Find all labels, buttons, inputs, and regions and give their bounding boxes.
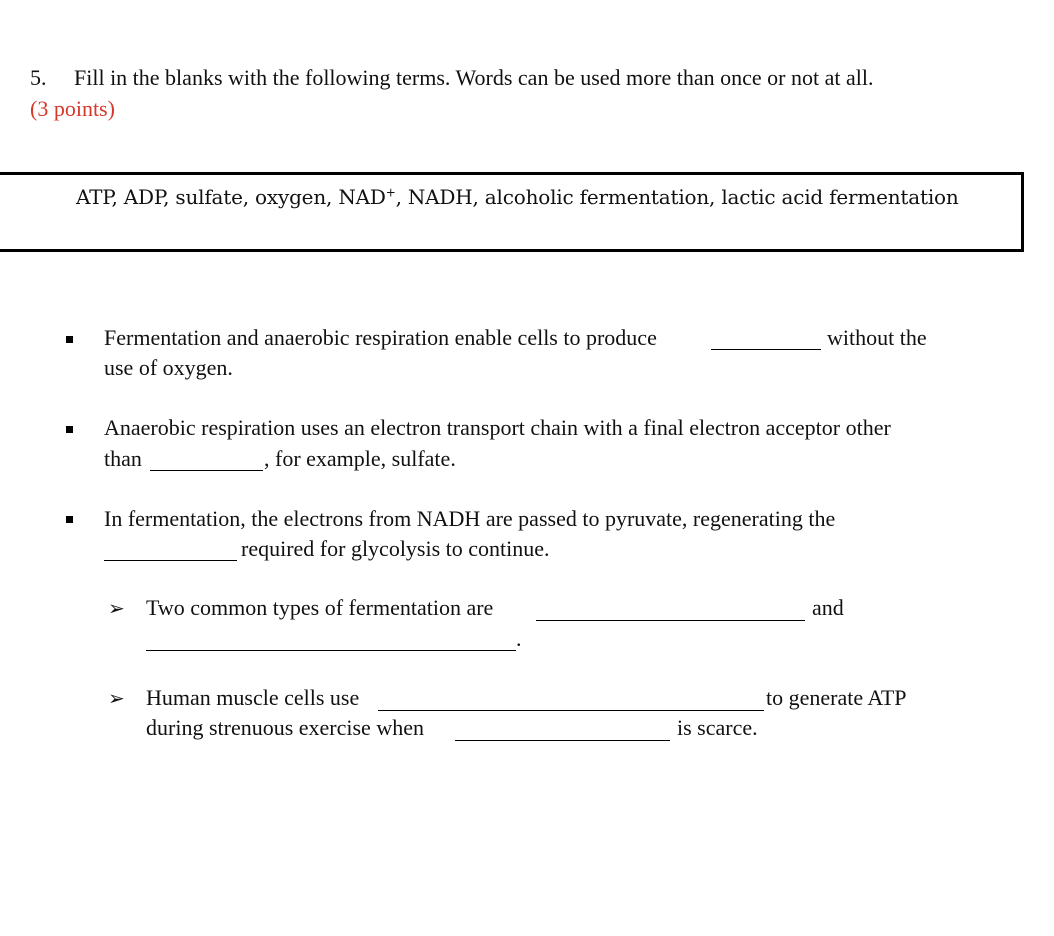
bullet-icon — [66, 516, 73, 523]
arrow-bullet-icon: ➢ — [108, 596, 125, 620]
subitem-2-text-c: during strenuous exercise when — [146, 715, 424, 740]
subitem-1-blank-1[interactable] — [536, 620, 805, 621]
item-1-text-b: without the — [827, 325, 927, 350]
item-2-text-c: , for example, sulfate. — [264, 446, 456, 471]
bullet-icon — [66, 426, 73, 433]
item-1-text-c: use of oxygen. — [104, 355, 233, 380]
item-1-blank[interactable] — [711, 349, 821, 350]
subitem-2-text-a: Human muscle cells use — [146, 685, 360, 710]
word-bank-text-rest: , NADH, alcoholic fermentation, lactic acid fermentation — [395, 185, 959, 209]
word-bank-superscript: + — [385, 185, 396, 200]
arrow-bullet-icon: ➢ — [108, 686, 125, 710]
item-2-text-b: than — [104, 446, 142, 471]
subitem-1-text-a: Two common types of fermentation are — [146, 595, 494, 620]
question-points: (3 points) — [30, 96, 115, 121]
word-bank-terms — [76, 183, 959, 211]
item-3-blank[interactable] — [104, 560, 237, 561]
subitem-1-blank-2[interactable] — [146, 650, 516, 651]
word-bank-text: ATP, ADP, sulfate, oxygen, NAD — [76, 185, 386, 209]
subitem-1-text-b: and — [812, 595, 844, 620]
item-2-blank[interactable] — [150, 470, 263, 471]
subitem-2-blank-1[interactable] — [378, 710, 764, 711]
question-instruction: Fill in the blanks with the following terms. Words can be used more than once or not at all. — [74, 65, 874, 90]
item-3-text-b: required for glycolysis to continue. — [241, 536, 550, 561]
subitem-1-period: . — [516, 626, 522, 651]
item-1-text-a: Fermentation and anaerobic respiration enable cells to produce — [104, 325, 657, 350]
subitem-2-text-b: to generate ATP — [766, 685, 907, 710]
bullet-icon — [66, 336, 73, 343]
item-2-text-a: Anaerobic respiration uses an electron transport chain with a final electron acceptor other — [104, 415, 891, 440]
subitem-2-blank-2[interactable] — [455, 740, 670, 741]
item-3-text-a: In fermentation, the electrons from NADH are passed to pyruvate, regenerating the — [104, 506, 836, 531]
question-number: 5. — [30, 65, 47, 90]
subitem-2-text-d: is scarce. — [677, 715, 758, 740]
